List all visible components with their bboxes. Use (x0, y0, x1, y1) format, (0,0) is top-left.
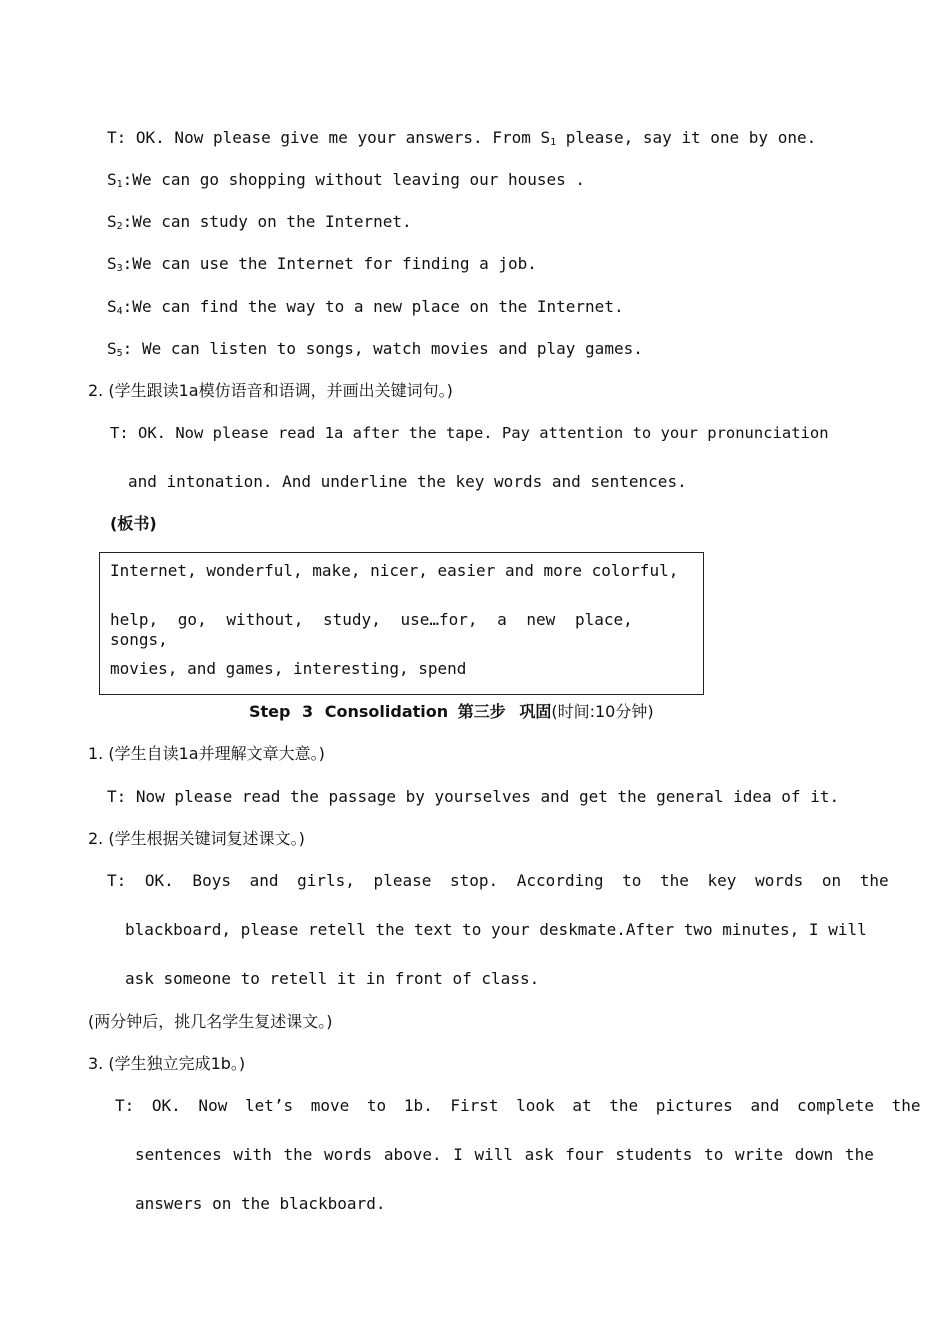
student-line-text: :We can find the way to a new place on the Internet. (122, 297, 624, 316)
student-line-text: : We can listen to songs, watch movies and play games. (122, 339, 643, 358)
subscript: 1 (550, 137, 557, 148)
item-2-heading: 2. (学生跟读1a模仿语音和语调，并画出关键词句。) (88, 381, 453, 400)
item-1-teacher-line: T: Now please read the passage by yourselves and get the general idea of it. (107, 787, 840, 806)
teacher-line-text-end: please, say it one by one. (556, 128, 817, 147)
board-label: (板书) (110, 514, 157, 533)
item-3-teacher-line: T: OK. Now let’s move to 1b. First look at the pictures and complete the (115, 1096, 921, 1115)
teacher-instruction-line: T: OK. Now please read 1a after the tape. Pay attention to your pronunciation (110, 424, 829, 442)
student-line-1 (107, 170, 585, 190)
subscript: 4 (116, 306, 123, 317)
subscript: 5 (116, 348, 123, 359)
teacher-line-text: T: OK. Now please give me your answers. From S (107, 128, 551, 147)
speaker: S (107, 297, 117, 316)
subscript: 3 (116, 263, 123, 274)
board-line-1 (110, 561, 693, 581)
item-3-heading: 3. (学生独立完成1b。) (88, 1054, 246, 1073)
student-line-text: :We can study on the Internet. (122, 212, 412, 231)
item-2-teacher-line: T: OK. Boys and girls, please stop. According to the key words on the (107, 871, 889, 890)
board-text: help, go, without, study, use…for, a new place, songs, (110, 610, 633, 649)
speaker: S (107, 254, 117, 273)
subscript: 1 (116, 179, 123, 190)
item-2-teacher-line-cont: blackboard, please retell the text to your deskmate.After two minutes, I will (125, 920, 867, 939)
student-line-4 (107, 297, 624, 317)
step3-title-en: Step 3 Consolidation (249, 702, 449, 721)
step3-time: (时间:10分钟) (551, 702, 654, 721)
item-3-teacher-line-end: answers on the blackboard. (135, 1194, 386, 1213)
item-2b-heading: 2. (学生根据关键词复述课文。) (88, 829, 305, 848)
speaker: S (107, 170, 117, 189)
teacher-instruction-line-cont: and intonation. And underline the key words and sentences. (128, 472, 687, 491)
board-line-3 (110, 659, 693, 679)
step3-heading (249, 702, 654, 722)
blackboard-box (99, 552, 704, 695)
student-line-2 (107, 212, 412, 232)
student-line-text: :We can use the Internet for finding a job. (122, 254, 537, 273)
student-line-3 (107, 254, 537, 274)
student-line-text: :We can go shopping without leaving our houses . (122, 170, 586, 189)
item-2-teacher-line-end: ask someone to retell it in front of class. (125, 969, 540, 988)
teacher-line (107, 128, 816, 148)
student-line-5 (107, 339, 643, 359)
speaker: S (107, 339, 117, 358)
item-3-teacher-line-cont: sentences with the words above. I will ask four students to write down the (135, 1145, 874, 1164)
board-line-2 (110, 610, 693, 650)
speaker: S (107, 212, 117, 231)
board-text: movies, and games, interesting, spend (110, 659, 467, 678)
step3-title-cn: 第三步 巩固 (457, 702, 552, 721)
board-text: Internet, wonderful, make, nicer, easier and more colorful, (110, 561, 679, 580)
item-1-heading: 1. (学生自读1a并理解文章大意。) (88, 744, 325, 763)
subscript: 2 (116, 221, 123, 232)
note: (两分钟后，挑几名学生复述课文。) (88, 1012, 333, 1031)
